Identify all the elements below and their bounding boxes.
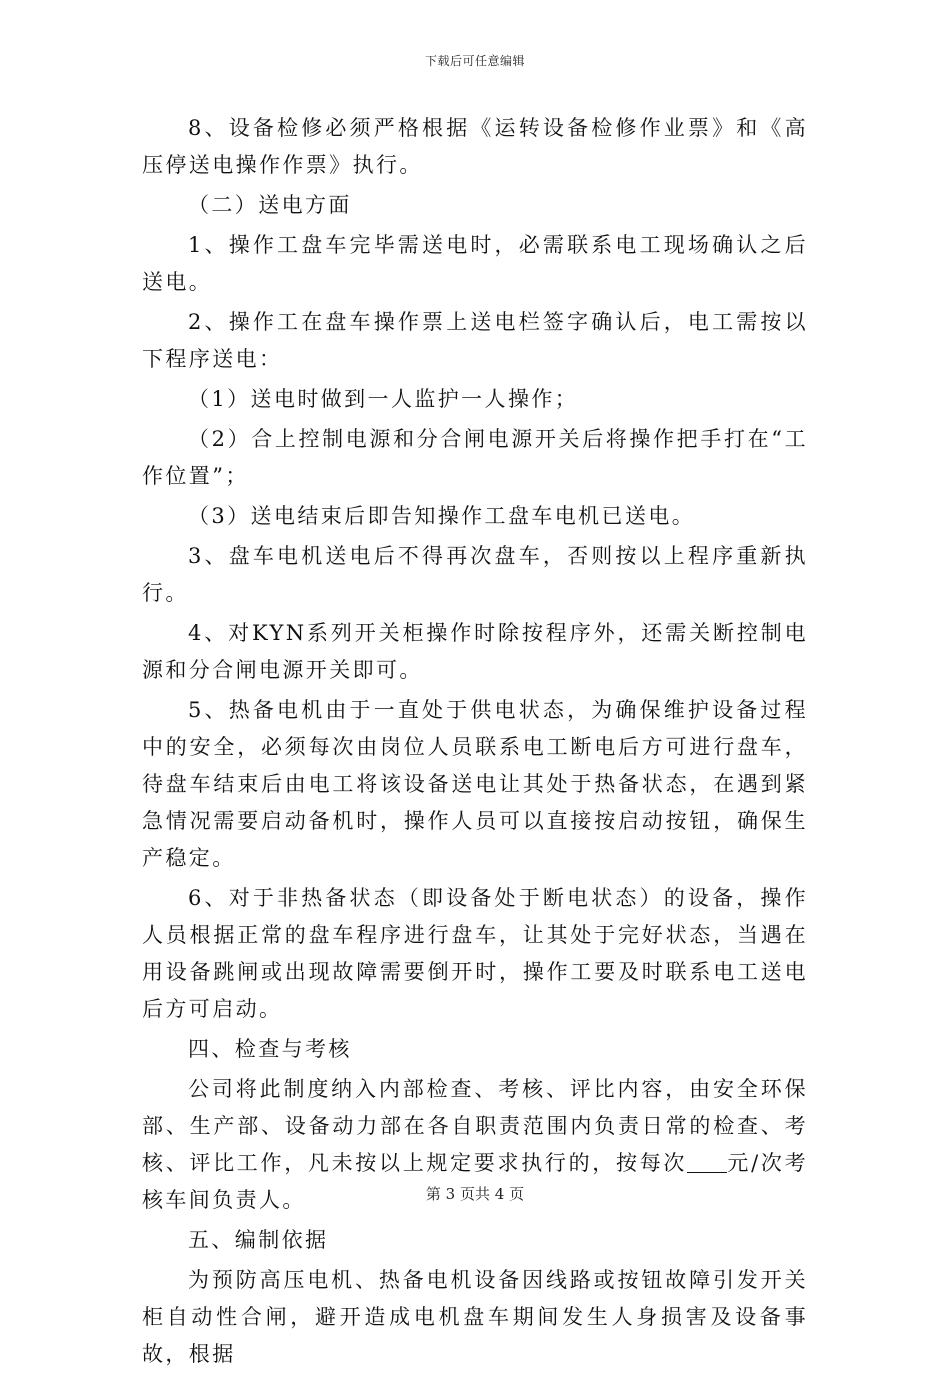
paragraph-item-3: 3、盘车电机送电后不得再次盘车，否则按以上程序重新执行。 bbox=[142, 544, 808, 605]
section-heading-inspection: 四、检查与考核 bbox=[188, 1037, 352, 1061]
paragraph-inspection-text-end: 元/次考核车间负责人。 bbox=[142, 1151, 808, 1212]
paragraph-item-8: 8、设备检修必须严格根据《运转设备检修作业票》和《高压停送电操作作票》执行。 bbox=[142, 116, 808, 177]
paragraph-item-6: 6、对于非热备状态（即设备处于断电状态）的设备，操作人员根据正常的盘车程序进行盘车，让其处于完好状态，当遇在用设备跳闸或出现故障需要倒开时，操作工要及时联系电工送电后方可启动。 bbox=[142, 886, 808, 1021]
paragraph-item-1: 1、操作工盘车完毕需送电时，必需联系电工现场确认之后送电。 bbox=[142, 233, 808, 294]
subitem-1: （1）送电时做到一人监护一人操作； bbox=[188, 387, 579, 411]
paragraph-item-4: 4、对KYN系列开关柜操作时除按程序外，还需关断控制电源和分合闸电源开关即可。 bbox=[142, 621, 808, 682]
section-heading-power-on: （二）送电方面 bbox=[188, 193, 352, 217]
page-header: 下载后可任意编辑 bbox=[424, 54, 525, 68]
paragraph-item-5: 5、热备电机由于一直处于供电状态，为确保维护设备过程中的安全，必须每次由岗位人员联系电工断电后方可进行盘车，待盘车结束后由电工将该设备送电让其处于热备状态，在遇到紧急情况需要启动备机时，操作人员可以直接按启动按钮，确保生产稳定。 bbox=[142, 698, 808, 870]
section-heading-basis: 五、编制依据 bbox=[188, 1228, 329, 1252]
page-footer: 第 3 页共 4 页 bbox=[425, 1185, 525, 1203]
paragraph-item-2: 2、操作工在盘车操作票上送电栏签字确认后，电工需按以下程序送电： bbox=[142, 310, 808, 371]
fill-in-blank bbox=[687, 1151, 727, 1173]
subitem-2: （2）合上控制电源和分合闸电源开关后将操作把手打在“工作位置”； bbox=[142, 427, 808, 488]
paragraph-basis: 为预防高压电机、热备电机设备因线路或按钮故障引发开关柜自动性合闸，避开造成电机盘车期间发生人身损害及设备事故，根据 bbox=[142, 1268, 808, 1366]
subitem-3: （3）送电结束后即告知操作工盘车电机已送电。 bbox=[188, 504, 696, 528]
paragraph-inspection-text: 公司将此制度纳入内部检查、考核、评比内容，由安全环保部、生产部、设备动力部在各自职责范围内负责日常的检查、考核、评比工作，凡未按以上规定要求执行的，按每次 bbox=[142, 1077, 808, 1175]
